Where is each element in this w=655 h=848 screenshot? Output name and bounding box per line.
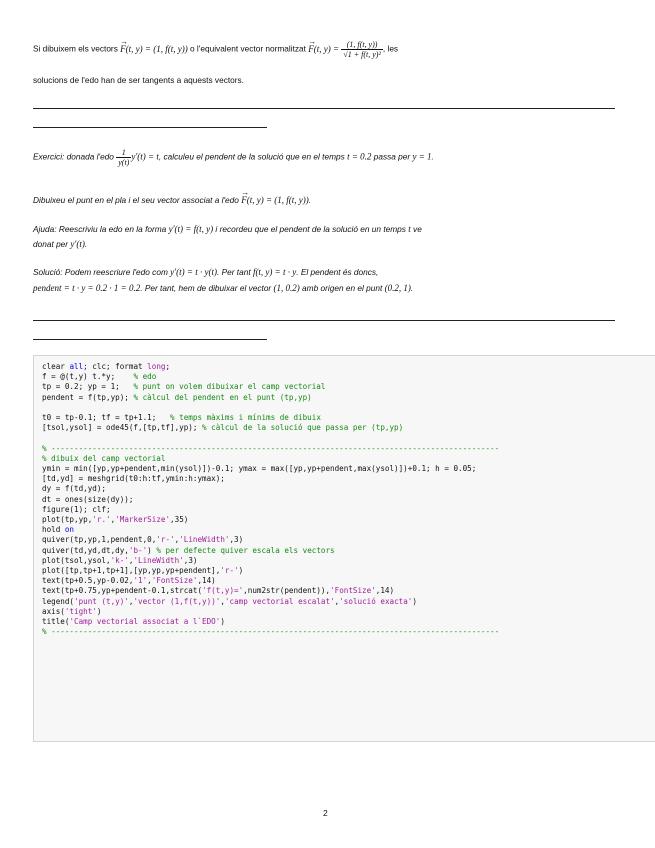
code-token: [tsol,ysol] = ode45(f,[tp,tf],yp);: [42, 423, 203, 433]
code-token: 'vector (1,f(t,y))': [133, 596, 221, 606]
solution-line-2: pendent = t · y = 0.2 · 1 = 0.2. Per tant, hem de dibuixar el vector (1, 0.2) amb origen en el punt (0.2, 1).: [33, 283, 414, 293]
hint-paragraph: Ajuda: Reescriviu la edo en la forma y′(t) = f(t, y) i recordeu que el pendent de la solució en un temps t ve: [33, 224, 422, 234]
code-token: t0 = tp-0.1; tf = tp+1.1;: [42, 413, 171, 423]
code-token: 'k-': [110, 555, 129, 565]
code-token: ): [147, 545, 157, 555]
code-token: 'r.': [92, 515, 111, 525]
draw-instruction: Dibuixeu el punt en el pla i el seu vector associat a l'edo → F(t, y) = (1, f(t, y)).: [33, 194, 633, 207]
code-token: % dibuix del camp vectorial: [42, 453, 166, 463]
code-token: ,: [128, 596, 134, 606]
separator-line: [33, 108, 615, 109]
code-token: 'solució exacta': [339, 596, 413, 606]
normalized-vector-symbol: → F: [308, 43, 314, 56]
code-token: 'f(t,y)=': [202, 586, 244, 596]
exercise-paragraph: Exercici: donada l'edo $\frac{1}{y(t)}$ y′(t) = t, calculeu el pendent de la solució que en el temps t = 0.2 passa per y = 1.: [33, 148, 434, 167]
code-token: % --------------------------------------------------------------------------------------------------: [42, 443, 500, 453]
code-token: ,35): [170, 515, 189, 525]
intro-paragraph: Si dibuixem els vectors → F(t, y) = (1, f(t, y)) o l'equivalent vector normalitzat → F(t, y) = $\frac{(1, f(t, y))}{\text{√1 + f(t, y)²}}$ , les: [33, 40, 633, 59]
code-token: dt = ones(size(dy));: [42, 494, 134, 504]
code-token: ): [220, 617, 225, 627]
code-token: f = @(t,y) t.*y;: [42, 372, 134, 382]
code-token: % càlcul de la solució que passa per (tp,yp): [202, 423, 404, 433]
code-token: 'b-': [128, 545, 148, 555]
code-token: on: [64, 525, 75, 535]
intro-text-mid: o l'equivalent vector normalitzat: [187, 43, 309, 54]
code-token: dy = f(td,yd);: [42, 484, 107, 494]
code-token: ): [96, 606, 102, 616]
exercise-equation: y′(t) = t: [131, 151, 159, 162]
code-token: % temps màxims i mínims de dibuix: [170, 413, 321, 423]
normalized-vector-lhs: (t, y) =: [313, 43, 342, 54]
code-token: plot(tsol,ysol,: [42, 555, 111, 565]
code-token: [td,yd] = meshgrid(t0:h:tf,ymin:h:ymax);: [42, 474, 225, 484]
code-token: % --------------------------------------------------------------------------------------------------: [42, 627, 500, 637]
code-token: ,: [128, 555, 134, 565]
code-token: 'r-': [156, 535, 175, 545]
code-token: 'MarkerSize': [115, 515, 171, 525]
code-token: % edo: [133, 372, 157, 382]
code-token: 'tight': [64, 606, 97, 616]
code-token: legend(: [42, 596, 75, 606]
code-token: ,14): [197, 576, 216, 586]
code-token: ,: [110, 515, 116, 525]
code-token: 'LineWidth': [133, 555, 184, 565]
code-token: text(tp+0.75,yp+pendent-0.1,strcat(: [42, 586, 203, 596]
code-token: hold: [42, 525, 65, 535]
vector-f-symbol: → F: [120, 43, 126, 56]
code-token: pendent = f(tp,yp);: [42, 392, 134, 402]
code-token: ;: [165, 362, 171, 371]
code-token: figure(1); clf;: [42, 504, 111, 514]
code-token: title(: [42, 617, 70, 627]
code-token: ,3): [183, 555, 198, 565]
code-token: ,num2str(pendent)),: [243, 586, 331, 596]
code-token: text(tp+0.5,yp-0.02,: [42, 576, 134, 586]
code-token: '1': [133, 576, 148, 586]
code-token: ,: [334, 596, 340, 606]
separator-line-2-short: [33, 339, 267, 340]
hint-line-2: donat per y′(t).: [33, 239, 88, 249]
code-token: axis(: [42, 606, 65, 616]
code-token: ,: [220, 596, 225, 606]
exercise-fraction: $\frac{1}{y(t)}$: [118, 148, 130, 167]
intro-text: Si dibuixem els vectors: [33, 43, 121, 54]
normalized-vector-fraction: $\frac{(1, f(t, y))}{\text{√1 + f(t, y)²}}$: [343, 40, 381, 59]
solution-paragraph: Solució: Podem reescriure l'edo com y′(t) = t · y(t). Per tant f(t, y) = t · y. El pendent és doncs,: [33, 267, 379, 277]
code-token: plot(tp,yp,: [42, 515, 93, 525]
code-token: ): [238, 566, 244, 576]
code-token: clear: [42, 362, 70, 371]
code-token: quiver(tp,yp,1,pendent,0,: [42, 535, 157, 545]
code-token: ,3): [229, 535, 244, 545]
code-token: ,14): [375, 586, 395, 596]
code-token: % càlcul del pendent en el punt (tp,yp): [133, 392, 312, 402]
page-number: 2: [323, 808, 328, 818]
code-token: 'punt (t,y)': [74, 596, 129, 606]
code-token: ; clc; format: [83, 362, 148, 371]
code-token: ,: [147, 576, 152, 586]
code-token: ,: [174, 535, 180, 545]
code-token: 'r-': [220, 566, 239, 576]
code-token: 'camp vectorial escalat': [224, 596, 335, 606]
code-token: % per defecte quiver escala els vectors: [156, 545, 335, 555]
vector-f-formula: (t, y) = (1, f(t, y)): [125, 43, 188, 54]
code-token: 'FontSize': [151, 576, 198, 586]
code-token: % punt on volem dibuixar el camp vectorial: [133, 382, 326, 392]
code-token: all: [69, 362, 84, 371]
code-token: 'FontSize': [330, 586, 376, 596]
code-listing: [42, 362, 499, 637]
matlab-code-block: [33, 355, 655, 742]
code-token: ymin = min([yp,yp+pendent,min(ysol)])-0.1; ymax = max([yp,yp+pendent,max(ysol)])+0.1; h = 0.05;: [42, 464, 477, 474]
code-token: ): [412, 596, 417, 606]
separator-line-2: [33, 320, 615, 321]
code-token: plot([tp,tp+1,tp+1],[yp,yp,yp+pendent],: [42, 566, 221, 576]
code-token: quiver(td,yd,dt,dy,: [42, 545, 129, 555]
intro-line-2: solucions de l'edo han de ser tangents a aquests vectors.: [33, 75, 244, 85]
separator-line-short: [33, 127, 267, 128]
code-token: 'Camp vectorial associat a l`EDO': [69, 617, 221, 627]
code-token: 'LineWidth': [179, 535, 230, 545]
code-token: tp = 0.2; yp = 1;: [42, 382, 134, 392]
code-token: long: [147, 362, 166, 371]
